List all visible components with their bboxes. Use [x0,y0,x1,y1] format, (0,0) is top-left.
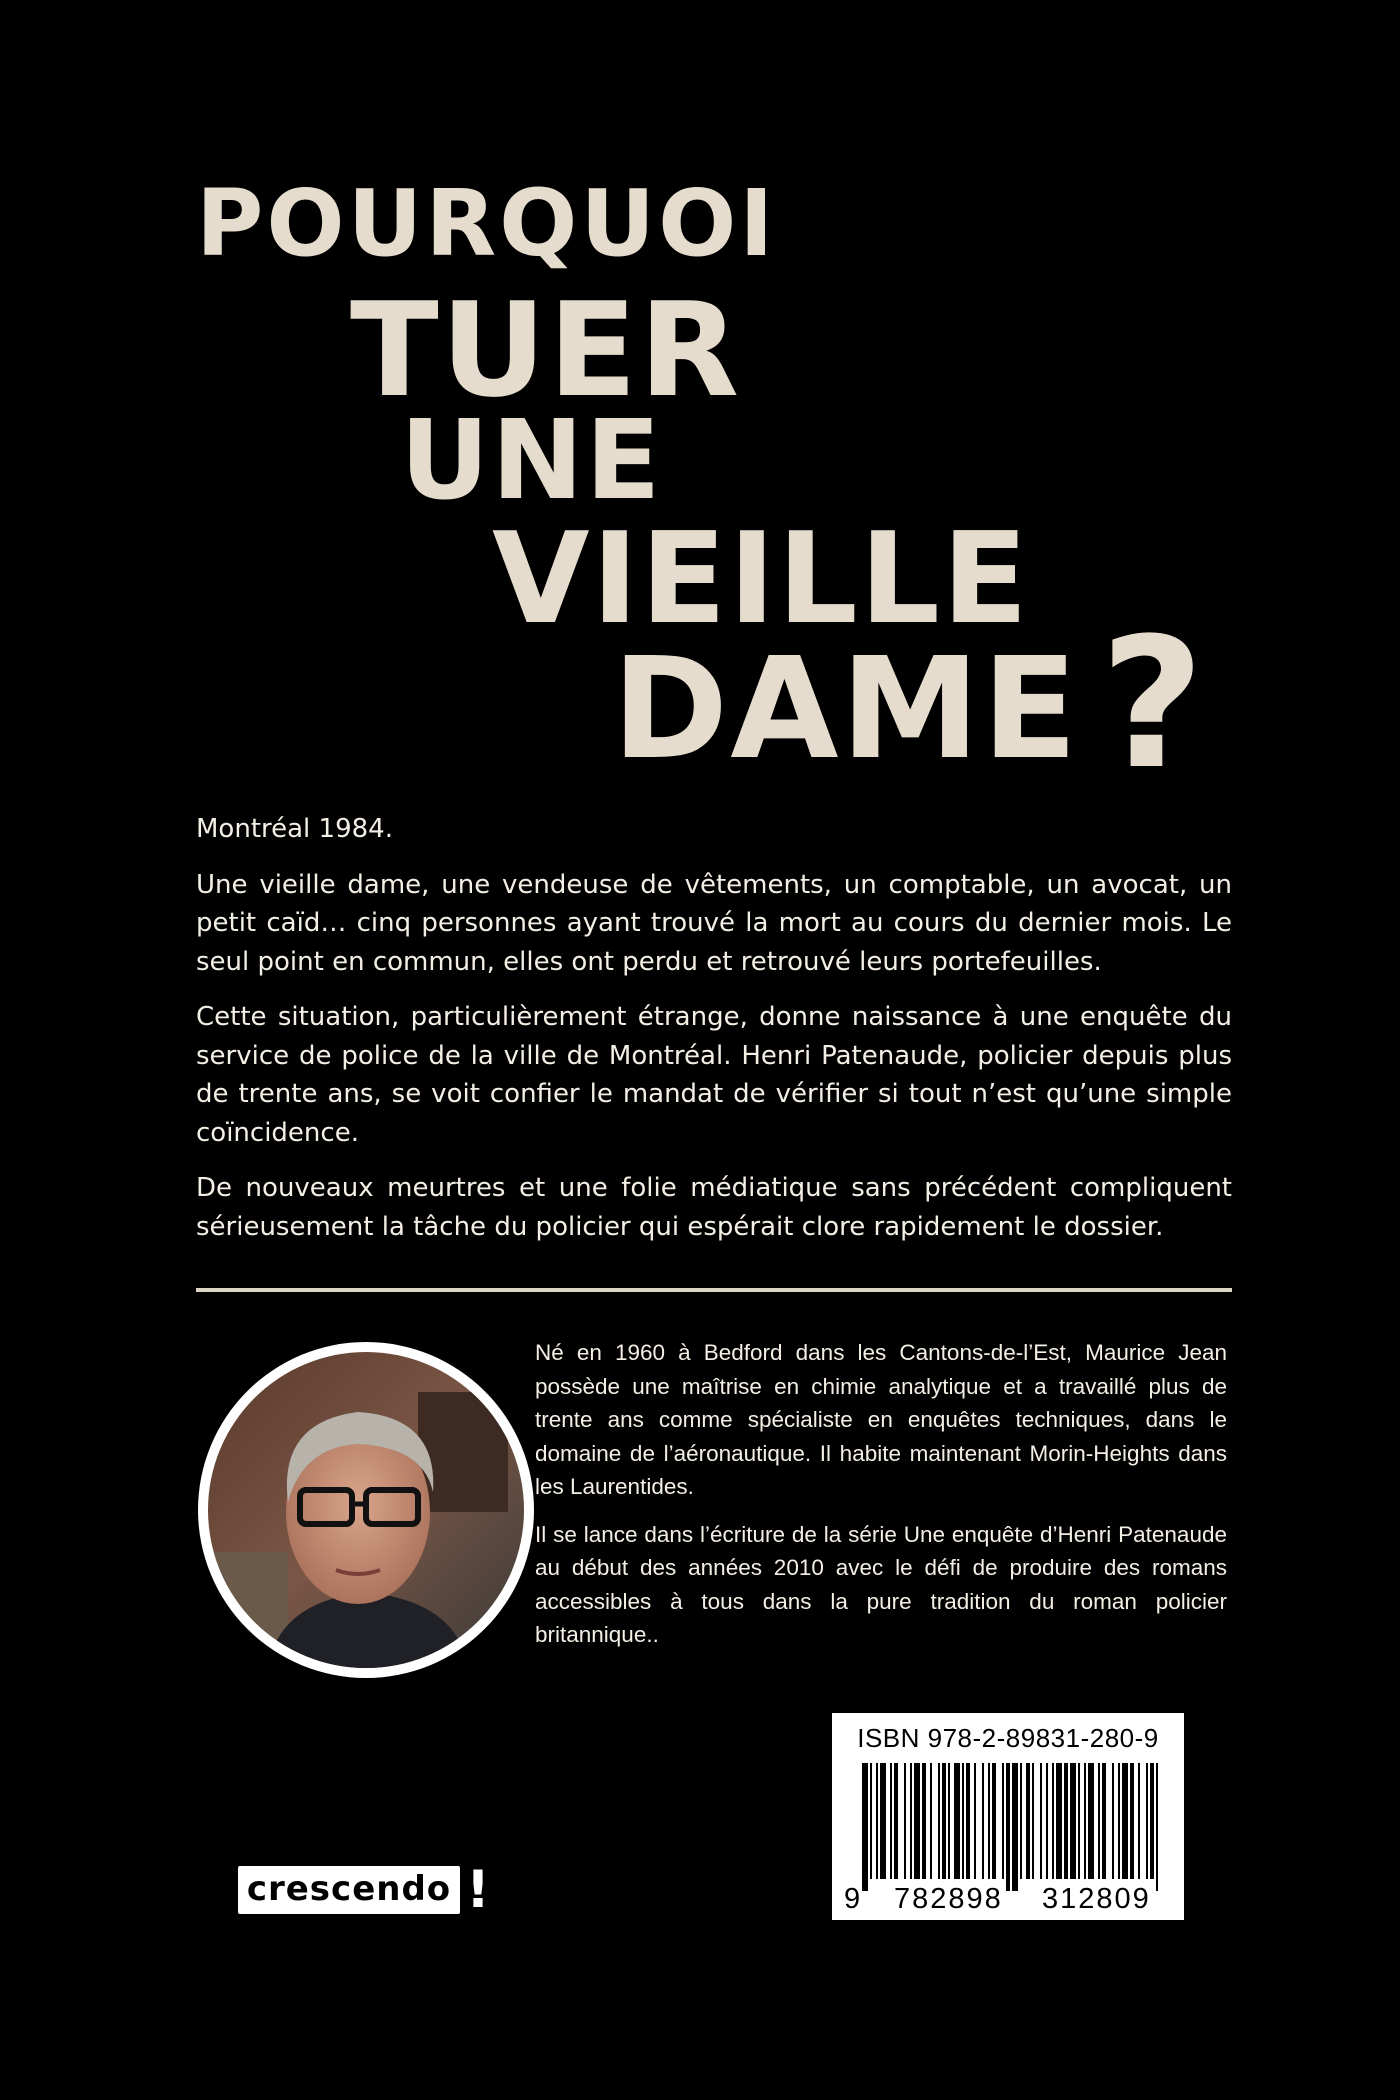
barcode-bar [1150,1763,1154,1879]
barcode-digit-group-1: 782898 [894,1883,1003,1915]
bio-paragraph: Né en 1960 à Bedford dans les Cantons-de-l’Est, Maurice Jean possède une maîtrise en chimie analytique et a travaillé plus de trente ans comme spécialiste en enquêtes techniques, dans le domaine de l’aéronautique. Il habite maintenant Morin-Heights dans les Laurentides. [535,1340,1227,1499]
barcode-bar [880,1763,886,1879]
author-photo [198,1342,534,1678]
publisher-logo [238,1860,498,1920]
barcode-bar [948,1763,950,1879]
barcode-bar [1156,1763,1158,1891]
barcode-bar [1006,1763,1010,1891]
barcode-bar [876,1763,878,1879]
barcode-bar [954,1763,960,1879]
section-divider [196,1288,1232,1292]
barcode-bar [910,1763,912,1879]
barcode-bar [1098,1763,1100,1879]
barcode-bar [1012,1763,1018,1891]
barcode-bar [1070,1763,1076,1879]
publisher-logo-text: crescendo [238,1866,460,1914]
barcode-bar [1046,1763,1048,1879]
barcode-bar [1102,1763,1106,1879]
author-portrait-illustration [208,1352,524,1668]
barcode-bar [1130,1763,1134,1879]
blurb-paragraph: Montréal 1984. [196,814,393,844]
title-line-vieille: VIEILLE [492,505,1030,652]
barcode-bar [1078,1763,1080,1879]
barcode-bar [982,1763,984,1879]
barcode-bar [1118,1763,1120,1879]
barcode-bar [1040,1763,1042,1879]
author-bio [535,1336,1227,1666]
barcode-bar [938,1763,940,1879]
barcode-bar [1056,1763,1062,1879]
bio-paragraph: Il se lance dans l’écriture de la série Une enquête d’Henri Patenaude au début des années 2010 avec le défi de produire des romans accessibles à tous dans la pure tradition du roman policier britannique.. [535,1521,1227,1647]
blurb-paragraph: Cette situation, particulièrement étrange, donne naissance à une enquête du service de police de la ville de Montréal. Henri Patenaude, policier depuis plus de trente ans, se voit confier le mandat de vérifier si tout n’est qu’une simple coïncidence. [196,1002,1232,1148]
barcode-bar [1146,1763,1148,1879]
barcode-bar [1122,1763,1128,1879]
title-line-tuer: TUER [350,274,742,426]
title-line-dame: DAME [612,628,1080,791]
barcode-bar [1064,1763,1068,1879]
barcode-bar [922,1763,926,1879]
barcode-digit-lead: 9 [844,1883,863,1915]
isbn-label: ISBN 978-2-89831-280-9 [857,1723,1159,1753]
title-line-une: UNE [400,396,663,524]
barcode-bar [966,1763,970,1879]
barcode-bar [1084,1763,1086,1879]
barcode-bar [890,1763,892,1879]
isbn-barcode [832,1713,1184,1920]
barcode-bar [870,1763,872,1879]
barcode-bar [988,1763,990,1879]
barcode-bar [974,1763,976,1879]
barcode-bar [904,1763,906,1879]
barcode-bar [894,1763,898,1879]
barcode-bar [862,1763,868,1891]
barcode-bar [1112,1763,1114,1879]
blurb-paragraph: De nouveaux meurtres et une folie médiatique sans précédent compliquent sérieusement la tâche du policier qui espérait clore rapidement le dossier. [196,1173,1232,1242]
barcode-bar [930,1763,932,1879]
barcode-bar [942,1763,946,1879]
barcode-bar [914,1763,920,1879]
barcode-bar [1088,1763,1094,1879]
barcode-bar [1002,1763,1004,1879]
barcode-bar [962,1763,964,1879]
barcode-bar [1032,1763,1034,1879]
title-line-pourquoi: POURQUOI [196,170,777,277]
barcode-bar [1052,1763,1054,1879]
blurb-paragraph: Une vieille dame, une vendeuse de vêtements, un comptable, un avocat, un petit caïd… cinq personnes ayant trouvé la mort au cours du dernier mois. Le seul point en commun, elles ont perdu et retrouvé leurs portefeuilles. [196,869,1232,977]
title-question-mark: ? [1100,600,1207,809]
barcode-bar [1026,1763,1030,1879]
barcode-bar [1138,1763,1140,1879]
back-cover-blurb [196,810,1232,1263]
barcode-bar [1020,1763,1022,1879]
barcode-bar [992,1763,996,1879]
barcode-digit-group-2: 312809 [1042,1883,1151,1915]
publisher-logo-mark: ! [466,1860,490,1920]
